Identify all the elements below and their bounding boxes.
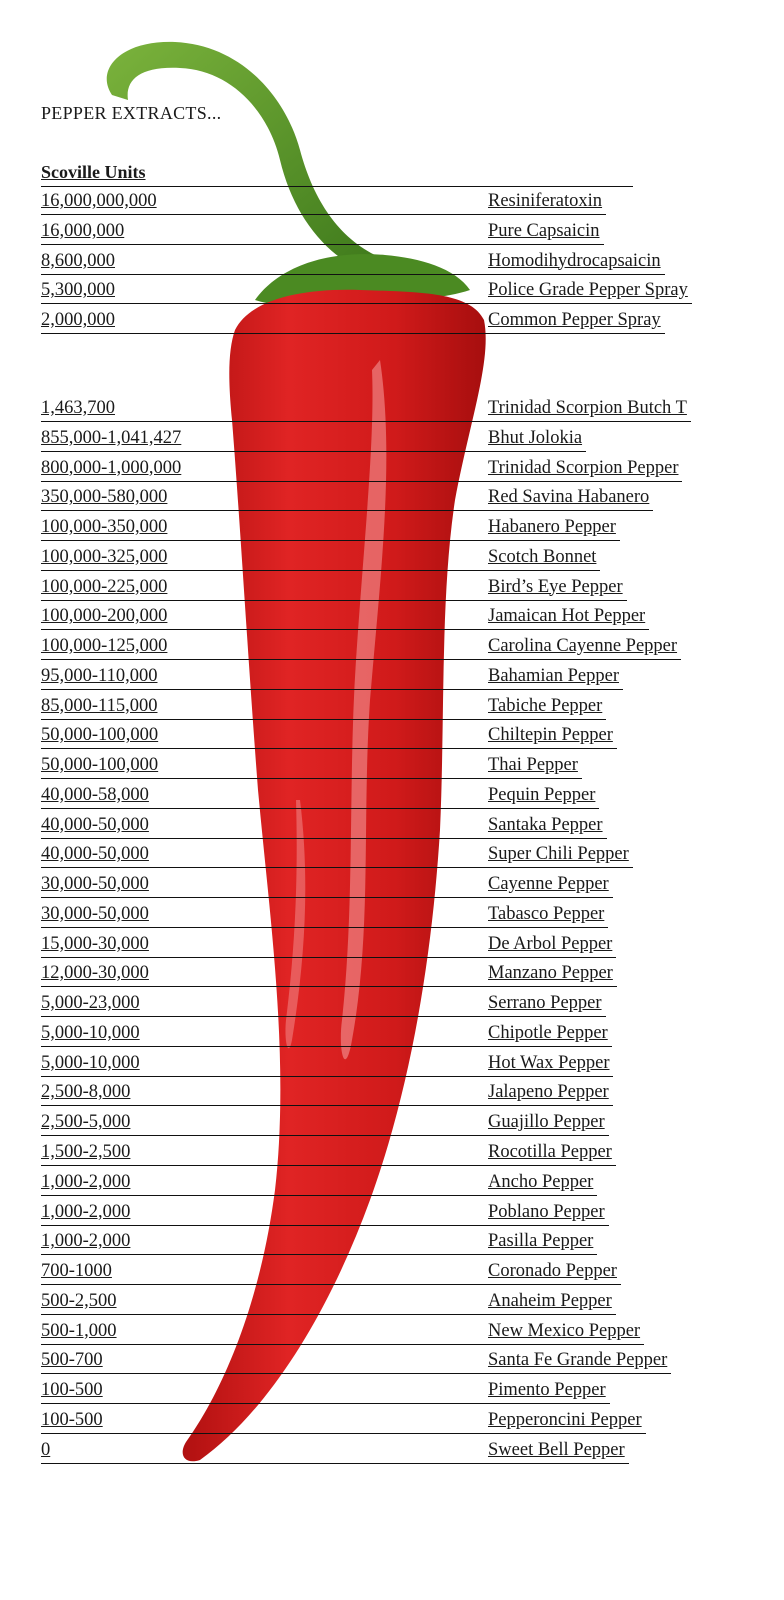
pepper-name: Habanero Pepper: [488, 517, 616, 538]
table-row: [41, 1288, 616, 1315]
table-row: [41, 1050, 613, 1077]
scoville-value: 8,600,000: [41, 250, 115, 271]
pepper-name: Jamaican Hot Pepper: [488, 606, 646, 627]
scoville-value: 1,500-2,500: [41, 1142, 131, 1162]
pepper-name: Trinidad Scorpion Butch T: [488, 398, 687, 418]
scoville-value: 16,000,000: [41, 220, 125, 241]
pepper-name: Guajillo Pepper: [488, 1112, 605, 1133]
scoville-value: 100,000-200,000: [41, 606, 168, 627]
scoville-value: 2,000,000: [41, 310, 115, 331]
table-row: [41, 1347, 671, 1374]
scoville-value: 40,000-58,000: [41, 784, 149, 805]
table-row: [41, 395, 691, 422]
pepper-name: Cayenne Pepper: [488, 874, 609, 895]
table-row: [41, 248, 665, 275]
pepper-name: Coronado Pepper: [488, 1261, 617, 1282]
table-row: [41, 1079, 613, 1106]
scoville-value: 100,000-325,000: [41, 546, 168, 567]
pepper-name: Ancho Pepper: [488, 1171, 594, 1192]
scoville-value: 30,000-50,000: [41, 903, 149, 924]
pepper-name: Resiniferatoxin: [488, 191, 603, 211]
scoville-value: 5,000-23,000: [41, 993, 140, 1014]
table-row: [41, 218, 604, 245]
table-row: [41, 307, 665, 334]
scoville-value: 5,000-10,000: [41, 1052, 140, 1073]
table-row: [41, 960, 617, 987]
table-row: [41, 663, 623, 690]
scoville-value: 100,000-225,000: [41, 576, 168, 597]
table-row: [41, 1169, 597, 1196]
scoville-value: 800,000-1,000,000: [41, 457, 182, 478]
pepper-name: Red Savina Habanero: [488, 487, 650, 508]
pepper-name: Pure Capsaicin: [488, 220, 600, 241]
scoville-value: 50,000-100,000: [41, 755, 159, 776]
table-row: [41, 1020, 612, 1047]
pepper-name: Chiltepin Pepper: [488, 725, 613, 746]
scoville-value: 0: [41, 1439, 51, 1460]
scoville-value: 2,500-8,000: [41, 1082, 131, 1103]
pepper-name: Pequin Pepper: [488, 784, 596, 805]
page-heading: PEPPER EXTRACTS...: [41, 103, 222, 123]
pepper-name: Manzano Pepper: [488, 963, 613, 984]
table-row: [41, 693, 606, 720]
pepper-name: Police Grade Pepper Spray: [488, 280, 688, 301]
pepper-name: Poblano Pepper: [488, 1201, 605, 1222]
scoville-value: 5,000-10,000: [41, 1022, 140, 1043]
scoville-value: 500-700: [41, 1350, 103, 1371]
pepper-name: Jalapeno Pepper: [488, 1082, 609, 1103]
table-row: [41, 544, 600, 571]
scoville-value: 2,500-5,000: [41, 1112, 131, 1133]
column-header-row: [41, 160, 633, 187]
table-row: [41, 752, 582, 779]
table-row: [41, 1318, 644, 1345]
table-row: [41, 812, 607, 839]
scoville-value: 12,000-30,000: [41, 963, 149, 984]
pepper-name: Pepperoncini Pepper: [488, 1409, 642, 1430]
table-row: [41, 1437, 629, 1464]
scoville-value: 700-1000: [41, 1261, 112, 1282]
pepper-name: De Arbol Pepper: [488, 933, 613, 954]
table-row: [41, 633, 681, 660]
scoville-value: 40,000-50,000: [41, 814, 149, 835]
pepper-name: Trinidad Scorpion Pepper: [488, 457, 679, 478]
table-row: [41, 841, 633, 868]
pepper-name: Santaka Pepper: [488, 814, 603, 835]
table-row: [41, 484, 653, 511]
pepper-name: Hot Wax Pepper: [488, 1052, 610, 1073]
pepper-name: Chipotle Pepper: [488, 1022, 608, 1043]
pepper-name: Scotch Bonnet: [488, 546, 597, 567]
scoville-value: 16,000,000,000: [41, 191, 157, 211]
table-row: [41, 782, 599, 809]
table-row: [41, 1199, 609, 1226]
pepper-name: Pasilla Pepper: [488, 1231, 594, 1252]
scoville-value: 100-500: [41, 1409, 103, 1430]
table-row: [41, 603, 649, 630]
pepper-name: Common Pepper Spray: [488, 310, 661, 331]
scoville-value: 855,000-1,041,427: [41, 427, 182, 448]
table-row: [41, 871, 613, 898]
table-row: [41, 1109, 609, 1136]
scoville-value: 15,000-30,000: [41, 933, 149, 954]
pepper-name: Thai Pepper: [488, 755, 578, 776]
pepper-name: New Mexico Pepper: [488, 1320, 641, 1341]
table-row: [41, 901, 608, 928]
scoville-value: 5,300,000: [41, 280, 115, 301]
scoville-value: 500-2,500: [41, 1290, 117, 1311]
table-row: [41, 1258, 621, 1285]
table-row: [41, 990, 606, 1017]
scoville-value: 1,000-2,000: [41, 1171, 131, 1192]
table-row: [41, 425, 586, 452]
pepper-name: Carolina Cayenne Pepper: [488, 636, 678, 657]
pepper-name: Bahamian Pepper: [488, 665, 619, 686]
pepper-name: Tabasco Pepper: [488, 903, 605, 924]
pepper-name: Bhut Jolokia: [488, 427, 583, 448]
scoville-value: 100,000-350,000: [41, 517, 168, 538]
scoville-value: 100-500: [41, 1380, 103, 1401]
pepper-name: Serrano Pepper: [488, 993, 602, 1014]
table-row: [41, 455, 682, 482]
table-row: [41, 277, 692, 304]
scoville-value: 40,000-50,000: [41, 844, 149, 865]
pepper-name: Rocotilla Pepper: [488, 1142, 612, 1162]
pepper-name: Santa Fe Grande Pepper: [488, 1350, 668, 1371]
scoville-value: 1,000-2,000: [41, 1201, 131, 1222]
scoville-value: 30,000-50,000: [41, 874, 149, 895]
table-row: [41, 1139, 616, 1166]
scoville-value: 500-1,000: [41, 1320, 117, 1341]
table-row: [41, 722, 617, 749]
scoville-value: 95,000-110,000: [41, 665, 158, 686]
table-row: [41, 1377, 610, 1404]
scoville-value: 100,000-125,000: [41, 636, 168, 657]
pepper-name: Super Chili Pepper: [488, 844, 629, 865]
scoville-value: 85,000-115,000: [41, 695, 158, 716]
scoville-value: 50,000-100,000: [41, 725, 159, 746]
table-row: [41, 514, 620, 541]
pepper-name: Sweet Bell Pepper: [488, 1439, 625, 1460]
pepper-name: Bird’s Eye Pepper: [488, 576, 623, 597]
table-row: [41, 1407, 646, 1434]
scoville-value: 350,000-580,000: [41, 487, 168, 508]
pepper-name: Tabiche Pepper: [488, 695, 603, 716]
table-row: [41, 574, 627, 601]
scoville-value: 1,000-2,000: [41, 1231, 131, 1252]
pepper-name: Homodihydrocapsaicin: [488, 250, 661, 271]
table-row: [41, 1228, 597, 1255]
pepper-name: Pimento Pepper: [488, 1380, 606, 1401]
pepper-name: Anaheim Pepper: [488, 1290, 612, 1311]
scoville-units-header: Scoville Units: [41, 162, 146, 182]
scoville-value: 1,463,700: [41, 398, 115, 418]
table-row: [41, 188, 606, 215]
table-row: [41, 931, 616, 958]
